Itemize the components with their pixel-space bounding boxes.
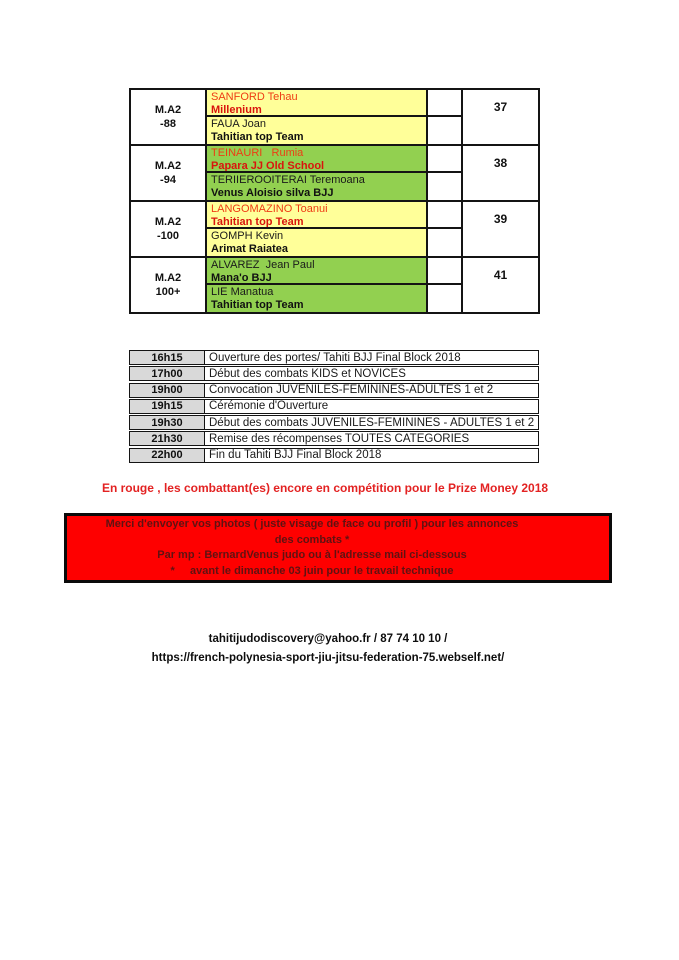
schedule-row [129, 383, 539, 398]
fighter-name: LIE Manatua [211, 286, 274, 298]
fighter-name: LANGOMAZINO Toanui [211, 203, 328, 215]
fighter-team: Millenium [211, 104, 262, 116]
fighter-name: TERIIEROOITERAI Teremoana [211, 174, 365, 186]
schedule-event-cell: Remise des récompenses TOUTES CATEGORIES [209, 432, 470, 445]
score-spacer-cell [426, 173, 461, 200]
weight-category-limit: 100+ [155, 286, 181, 298]
bracket-block [129, 144, 540, 202]
photo-notice-line: * avant le dimanche 03 juin pour le travail technique [170, 564, 454, 577]
fighter-name: FAUA Joan [211, 118, 267, 130]
schedule-event-cell: Convocation JUVENILES-FEMININES-ADULTES 1 et 2 [209, 384, 494, 397]
fighter-team: Papara JJ Old School [211, 160, 325, 172]
schedule-table [129, 350, 539, 464]
weight-category-division: M.A2 [154, 216, 182, 228]
fighter-team: Tahitian top Team [211, 131, 304, 143]
score-spacer-cell [426, 90, 461, 117]
fighter-name: GOMPH Kevin [211, 230, 284, 242]
weight-category-cell [131, 90, 207, 144]
photo-notice-line: des combats * [274, 533, 350, 546]
score-spacer-cell [426, 202, 461, 229]
match-number-cell: 38 [461, 146, 538, 200]
fighter-cell [207, 258, 426, 285]
weight-category-division: M.A2 [154, 104, 182, 116]
fighter-cell [207, 146, 426, 173]
weight-category-division: M.A2 [154, 272, 182, 284]
weight-category-division: M.A2 [154, 160, 182, 172]
weight-category-limit: -94 [160, 174, 176, 186]
photo-notice-line: Merci d'envoyer vos photos ( juste visage de face ou profil ) pour les annonces [105, 518, 519, 530]
fighter-name: ALVAREZ Jean Paul [211, 259, 315, 271]
schedule-event-cell: Ouverture des portes/ Tahiti BJJ Final Block 2018 [209, 351, 461, 364]
fighter-name: SANFORD Tehau [211, 91, 298, 103]
photo-notice-box [64, 513, 612, 583]
weight-category-limit: -88 [160, 118, 176, 130]
schedule-time-cell: 22h00 [130, 449, 205, 462]
score-spacer-cell [426, 146, 461, 173]
fighter-team: Mana'o BJJ [211, 272, 272, 284]
schedule-row [129, 350, 539, 365]
schedule-row [129, 415, 539, 430]
score-spacer-cell [426, 229, 461, 256]
contact-email-line: tahitijudodiscovery@yahoo.fr / 87 74 10 10 / [208, 633, 448, 645]
schedule-row [129, 399, 539, 414]
match-number-cell: 37 [461, 90, 538, 144]
score-spacer-cell [426, 285, 461, 312]
schedule-time-cell: 19h30 [130, 416, 205, 429]
match-number-cell: 39 [461, 202, 538, 256]
schedule-event-cell: Fin du Tahiti BJJ Final Block 2018 [209, 449, 382, 462]
fighter-cell [207, 90, 426, 117]
fighter-cell [207, 285, 426, 312]
weight-category-limit: -100 [156, 230, 180, 242]
fighter-cell [207, 202, 426, 229]
weight-category-cell [131, 202, 207, 256]
schedule-time-cell: 19h15 [130, 400, 205, 413]
weight-category-cell [131, 258, 207, 312]
website-url-line: https://french-polynesia-sport-jiu-jitsu-federation-75.webself.net/ [151, 652, 505, 664]
weight-category-cell [131, 146, 207, 200]
schedule-event-cell: Début des combats JUVENILES-FEMININES - ADULTES 1 et 2 [209, 416, 535, 429]
schedule-event-cell: Cérémonie d'Ouverture [209, 400, 329, 413]
match-number-cell: 41 [461, 258, 538, 312]
fighter-team: Venus Aloisio silva BJJ [211, 187, 334, 199]
schedule-time-cell: 21h30 [130, 432, 205, 445]
footer-contact [0, 630, 656, 668]
fighter-name: TEINAURI Rumia [211, 147, 304, 159]
schedule-time-cell: 16h15 [130, 351, 205, 364]
fighter-cell [207, 229, 426, 256]
fighter-cell [207, 117, 426, 144]
fighter-team: Tahitian top Team [211, 216, 304, 228]
prize-money-note: En rouge , les combattant(es) encore en compétition pour le Prize Money 2018 [101, 481, 549, 495]
score-spacer-cell [426, 258, 461, 285]
bracket-table [129, 88, 540, 314]
schedule-event-cell: Début des combats KIDS et NOVICES [209, 367, 406, 380]
schedule-row [129, 366, 539, 381]
fighter-team: Arimat Raiatea [211, 243, 289, 255]
fighter-cell [207, 173, 426, 200]
bracket-block [129, 200, 540, 258]
score-spacer-cell [426, 117, 461, 144]
photo-notice-line: Par mp : BernardVenus judo ou à l'adresse mail ci-dessous [157, 549, 467, 561]
bracket-block [129, 88, 540, 146]
schedule-row [129, 448, 539, 463]
schedule-time-cell: 19h00 [130, 384, 205, 397]
schedule-row [129, 431, 539, 446]
schedule-time-cell: 17h00 [130, 367, 205, 380]
bracket-block [129, 256, 540, 314]
fighter-team: Tahitian top Team [211, 299, 304, 311]
